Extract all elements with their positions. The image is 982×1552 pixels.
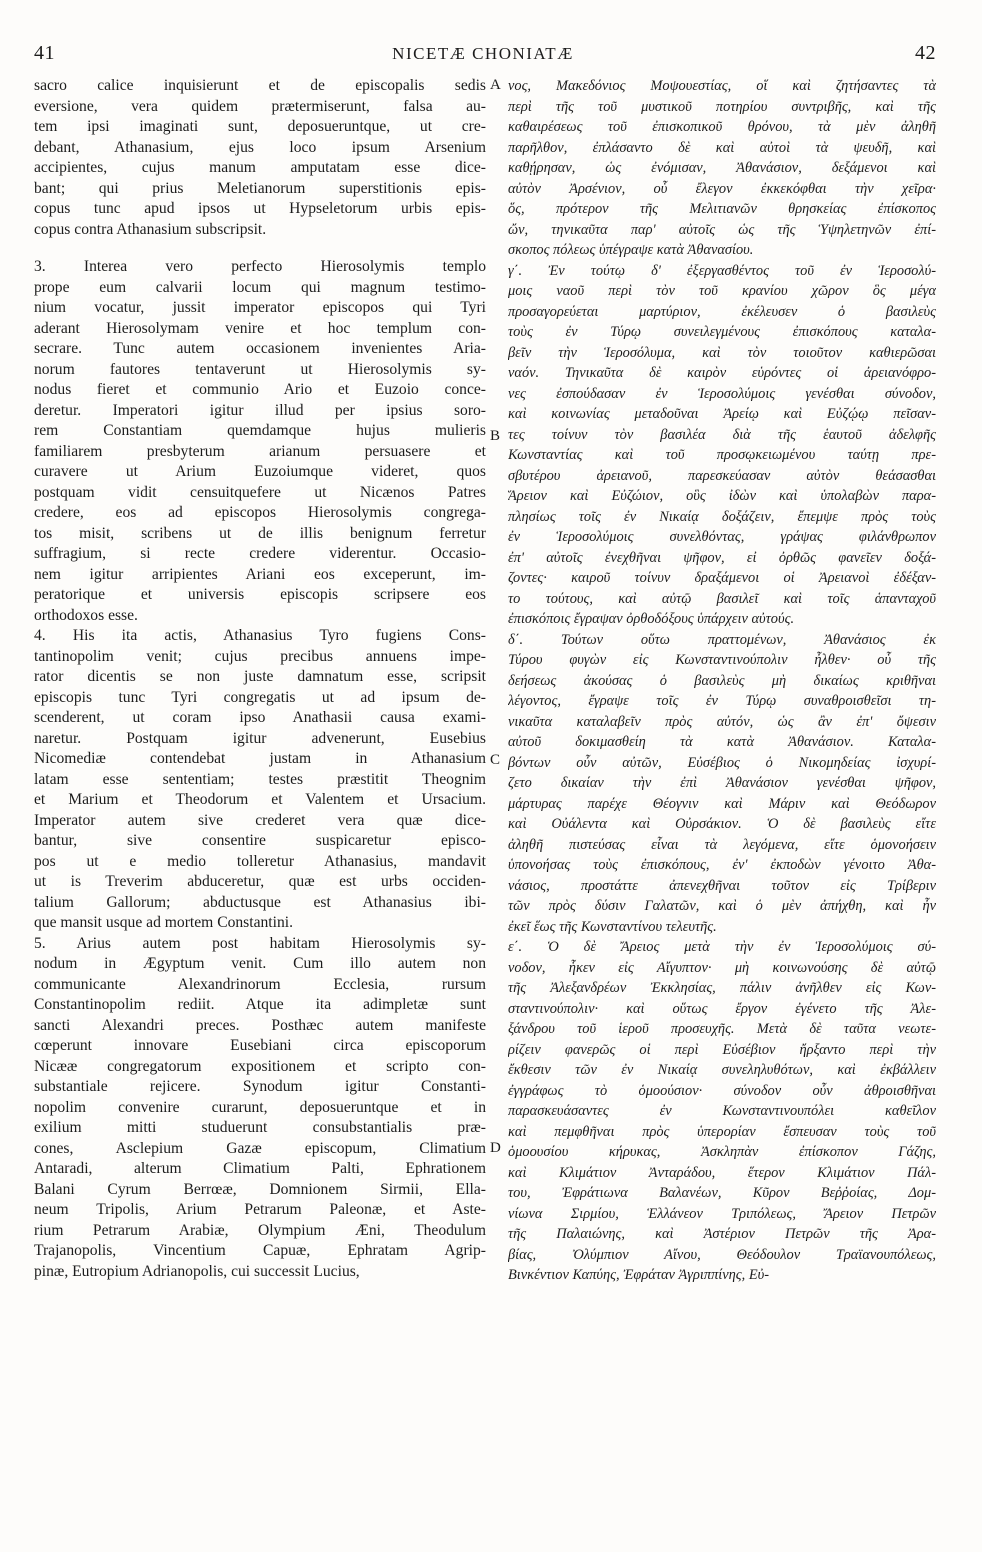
margin-letter-a: A (490, 77, 501, 93)
greek-text-line: του, Ἐφράτιωνα Βαλανέων, Κῦρον Βεῤῥοίας, Δομ- (508, 1185, 936, 1201)
greek-text-line: τοὺς ἐν Τύρῳ συνειλεγμένους ἐπισκόπους καταλα- (508, 324, 936, 340)
greek-text-line: ἐπισκόποις ἔγραψαν ὀρθοδόξους ὑπάρχειν αὐτούς. (508, 611, 795, 627)
greek-text-line: βίας, Ὀλύμπιον Αἴνου, Θεόδουλον Τραϊανουπόλεως, (508, 1246, 936, 1263)
latin-text-line: peratorique et universis episcopis scripsere eos (34, 586, 486, 603)
greek-column (508, 76, 936, 1286)
latin-text-line: rium Petrarum Arabiæ, Olympium Æni, Theodulum (34, 1221, 486, 1239)
latin-text-line: naretur. Postquam igitur advenerunt, Eusebius (34, 729, 486, 747)
greek-text-line: το τούτους, καὶ αὐτῷ βασιλεῖ καὶ τοῖς ἁπανταχοῦ (508, 590, 936, 607)
greek-text-line: σκοπος πόλεως ὑπέγραψε κατὰ Ἀθανασίου. (508, 242, 754, 258)
latin-text-line: curavere ut Arium Euzoiumque videret, quos (34, 463, 486, 480)
page-number-left: 41 (34, 42, 55, 64)
latin-text-line: Nicomediæ contendebat justam in Athanasium (34, 750, 486, 767)
latin-text-line: pos ut e medio tolleretur Athanasius, mandavit (34, 852, 486, 870)
latin-text-line: sancti Alexandri preces. Posthæc autem manifeste (34, 1016, 486, 1034)
greek-text-line: Τύρου φυγὼν εἰς Κωνσταντινούπολιν ἦλθεν· οὗ τῆς (508, 652, 936, 668)
greek-text-line: νίωνα Σιρμίου, Ἑλλάνεον Τριπόλεως, Ἄρειον Πετρῶν (508, 1205, 936, 1222)
latin-text-line: scenderent, ut coram ipso Anathasii causa exami- (34, 709, 486, 726)
greek-text-line: ἐκεῖ ἕως τῆς Κωνσταντίνου τελευτῆς. (508, 918, 717, 935)
latin-text-line: neum Tripolis, Arium Petrarum Paleonæ, et Aste- (34, 1201, 486, 1218)
latin-text-line: bant; qui prius Meletianorum superstitionis epis- (34, 179, 486, 197)
latin-text-line: substantiale rejicere. Synodum igitur Constanti- (34, 1078, 486, 1095)
latin-text-line: Nicææ congregatorum expositionem et scripto con- (34, 1057, 486, 1075)
greek-text-line: καὶ Κλιμάτιον Ἀνταράδου, ἕτερον Κλιμάτιον Πάλ- (508, 1164, 936, 1181)
latin-text-line: deretur. Imperatori igitur illud per ipsius soro- (34, 401, 486, 419)
greek-text-line: Ἄρειον καὶ Εὐζώιον, οὓς ἰδὼν καὶ ὑπολαβὼν παρα- (508, 488, 936, 504)
greek-text-line: βεῖν τὴν Ἱεροσόλυμα, καὶ τὸν τοιοῦτον καθιερῶσαι (508, 344, 936, 361)
greek-text-line: δεήσεως ἀκούσας ὁ βασιλεὺς μὴ δικαίως κριθῆναι (508, 672, 936, 689)
page-header (30, 42, 936, 70)
greek-text-line: προσαγορεύεται μαρτύριον, ἐκέλευσεν ὁ βασιλεὺς (508, 303, 936, 320)
latin-text-line: nodus fieret et communio Ario et Euzoio conce- (34, 381, 486, 398)
latin-text-line: cones, Asclepium Gazæ episcopum, Climatium (34, 1139, 486, 1157)
running-title: NICETÆ CHONIATÆ (392, 44, 574, 63)
greek-text-line: νος, Μακεδόνιος Μοψουεστίας, οἵ καὶ ζητήσαντες τὰ (508, 78, 936, 94)
latin-text-line: talium Gallorum; abductusque est Athanasius ibi- (34, 893, 486, 911)
latin-text-line: debant, Athanasium, ejus loco ipsum Arsenium (34, 138, 486, 156)
latin-text-line: credere, eos ad episcopos Hierosolymis congrega- (34, 504, 486, 521)
greek-text-line: σταντινούπολιν· καὶ οὕτως ἔργον ἐγένετο τῆς Ἀλε- (508, 1000, 936, 1017)
greek-text-line: ζετο δικαίαν τὴν ἐπὶ Ἀθανάσιον γενέσθαι ψῆφον, (508, 775, 936, 791)
greek-text-line: βόντων οὖν αὐτῶν, Εὐσέβιος ὁ Νικομηδείας ἰσχυρί- (508, 754, 936, 771)
greek-text-line: Βινκέντιον Καπύης, Ἐφράταν Ἀγριππίνης, Εὐ- (508, 1267, 770, 1283)
greek-text-line: νάσιος, προστάττε ἀπενεχθῆναι τοῦτον εἰς Τρίβεριν (508, 877, 936, 894)
greek-text-line: ἐν Ἱεροσολύμοις συνελθόντας, γράψας φιλάνθρωπον (508, 529, 936, 545)
greek-text-line: ἐγγράφως τὸ ὁμοούσιον· σύνοδον οὖν ἀθροισθῆναι (508, 1082, 936, 1099)
latin-text-line: nem igitur arripientes Ariani eos exceperunt, im- (34, 565, 486, 583)
greek-text-line: ξάνδρου τοῦ ἱεροῦ προσευχῆς. Μετὰ δὲ ταῦτα νεωτε- (508, 1021, 936, 1037)
greek-text-line: ὅς, πρότερον τῆς Μελιτιανῶν θρησκείας ἐπίσκοπος (508, 201, 936, 217)
latin-text-line: rator dicentis se non juste damnatum esse, scripsit (34, 668, 486, 685)
latin-text-line: latam esse sententiam; testes præstitit Theognim (34, 770, 486, 788)
greek-text-line: ὤν, τηνικαῦτα παρ' αὐτοῖς ὡς τῆς Ὑψηλετηνῶν ἐπί- (508, 221, 936, 238)
greek-text-line: παρασκευάσαντες ἐν Κωνσταντινουπόλει καθεῖλον (508, 1103, 936, 1119)
latin-text-line: eversione, vera quidem prætermiserunt, falsa au- (34, 97, 486, 115)
greek-text-line: ναόν. Τηνικαῦτα δὲ καιρὸν εὑρόντες οἱ ἀρειανόφρο- (508, 365, 936, 381)
greek-text-line: τες τοίνυν τὸν βασιλέα διὰ τῆς ἑαυτοῦ ἀδελφῆς (508, 426, 936, 443)
greek-text-line: ἔκθεσιν τῶν ἐν Νικαίᾳ συνεληλυθότων, καὶ ἐκβάλλειν (508, 1062, 936, 1078)
margin-letter-d: D (490, 1140, 501, 1156)
greek-text-line: ὁμοουσίου κήρυκας, Ἀσκληπὰν ἐπίσκοπον Γάζης, (508, 1144, 936, 1160)
latin-text-line: tos misit, scribens ut de illis benignum ferretur (34, 524, 486, 542)
latin-text-line: Imperator autem sive crederet vera quæ dice- (34, 811, 486, 829)
greek-text-line: ρίζειν φανερῶς οἱ περὶ Εὐσέβιον ἤρξαντο περὶ τὴν (508, 1041, 936, 1058)
latin-text-line: copus contra Athanasium subscripsit. (34, 220, 267, 238)
latin-text-line: 5. Arius autem post habitam Hierosolymis sy- (34, 934, 486, 952)
latin-text-line: que mansit usque ad mortem Constantini. (34, 914, 293, 931)
latin-text-line: Trajanopolis, Vincentium Capuæ, Ephratam Agrip- (34, 1242, 486, 1259)
greek-text-line: νικαῦτα καταλαβεῖν πρὸς αὐτόν, ὡς ἂν ἐπ' ὄψεσιν (508, 713, 936, 730)
latin-text-line: cœperunt innovare Eusebiani circa episcoporum (34, 1037, 486, 1054)
greek-text-line: γ΄. Ἐν τούτῳ δ' ἐξεργασθέντος τοῦ ἐν Ἱεροσολύ- (508, 262, 936, 279)
greek-text-line: καὶ Οὐάλεντα καὶ Οὐρσάκιον. Ὁ δὲ βασιλεὺς εἴτε (508, 816, 936, 832)
margin-letter-c: C (490, 752, 501, 768)
greek-text-line: σβυτέρου ἀρειανοῦ, παρεσκεύασαν αὐτὸν θεάσασθαι (508, 467, 936, 484)
latin-text-line: nium vocatur, jussit imperator episcopos qui Tyri (34, 299, 486, 316)
greek-text-line: καὶ πεμφθῆναι πρὸς ὑπερορίαν ἔσπευσαν τοὺς τοῦ (508, 1123, 936, 1140)
latin-text-line: et Marium et Theodorum et Valentem et Ursacium. (34, 791, 486, 808)
latin-text-line: prope eum calvarii locum qui magnum testimo- (34, 278, 486, 296)
latin-text-line: tem ipsi imaginati sunt, deposueruntque, ut cre- (34, 118, 486, 135)
latin-text-line: postquam vidit censuitquefere ut Nicænos Patres (34, 483, 486, 501)
greek-text-line: ἐπ' αὐτοῖς ἐνεχθῆναι ψῆφον, εἰ ὀρθῶς φανεῖεν δοξά- (508, 549, 936, 566)
margin-letter-b: B (490, 428, 501, 444)
page-number-right: 42 (915, 42, 936, 64)
greek-text-line: μάρτυρας παρέχε Θέογνιν καὶ Μάριν καὶ Θεόδωρον (508, 795, 936, 812)
greek-text-line: πλησίως τοῖς ἐν Νικαίᾳ δοξάζειν, ἔπεμψε πρὸς τοὺς (508, 508, 936, 525)
latin-text-line: familiarem presbyterum arianum persuasere et (34, 442, 486, 460)
latin-column (34, 76, 486, 1282)
latin-text-line: Constantinopolim rediit. Atque ita adimpletæ sunt (34, 996, 486, 1013)
latin-text-line: sacro calice inquisierunt et de episcopalis sedis (34, 77, 486, 94)
latin-text-line: copus tunc apud ipsos ut Hypseletorum urbis epis- (34, 200, 486, 217)
latin-text-line: nopolim convenire curarunt, deposueruntque et in (34, 1098, 486, 1116)
greek-text-line: τῆς Παλαιώνης, καὶ Ἀστέριον Πετρῶν τῆς Ἀρα- (508, 1226, 936, 1242)
latin-text-line: 4. His ita actis, Athanasius Tyro fugiens Cons- (34, 627, 486, 644)
greek-text-line: ε΄. Ὁ δὲ Ἄρειος μετὰ τὴν ἐν Ἱεροσολύμοις σύ- (508, 939, 936, 955)
latin-text-line: Antaradi, alterum Climatium Palti, Ephrationem (34, 1160, 486, 1177)
latin-text-line: communicante Alexandrinorum Ecclesia, rursum (34, 975, 486, 993)
greek-text-line: καὶ κοινωνίας μεταδοῦναι Ἀρείῳ καὶ Εὐζῴῳ πεῖσαν- (508, 406, 936, 422)
greek-text-line: αὐτοῦ δοκιμασθείη τὰ κατὰ Ἀθανάσιον. Καταλα- (508, 734, 936, 750)
greek-text-line: δ΄. Τούτων οὕτω πραττομένων, Ἀθανάσιος ἐκ (508, 631, 936, 648)
latin-text-line: pinæ, Eutropium Adrianopolis, cui successit Lucius, (34, 1262, 360, 1280)
latin-text-line: accipientes, cujus manum amputatam esse dice- (34, 159, 486, 176)
greek-text-line: μοις ναοῦ περὶ τὸν τοῦ κρανίου χῶρον ὃς μέγα (508, 283, 936, 299)
greek-text-line: αὐτὸν Ἀρσένιον, οὗ ἔλεγον ἐκκεκόφθαι τὴν χεῖρα· (508, 180, 936, 197)
greek-text-line: νοδον, ἧκεν εἰς Αἴγυπτον· μὴ κοινωνούσης δὲ αὐτῷ (508, 959, 936, 976)
latin-text-line: tantinopolim venit; cujus precibus annuens impe- (34, 647, 486, 665)
greek-text-line: παρῆλθον, ἐπλάσαντο δὲ καὶ αὐτοὶ τὰ ψευδῆ, καὶ (508, 139, 936, 156)
latin-text-line: nodum in Ægyptum venit. Cum illo autem non (34, 955, 486, 972)
greek-text-line: ὑπονοήσας τοὺς ἐπισκόπους, ἐν' ἐκποδὼν γένοιτο Ἀθα- (508, 857, 936, 873)
latin-text-line: norum fautores tentaverunt ut Hierosolymis sy- (34, 360, 486, 378)
latin-text-line: ut is Treverim abduceretur, quæ est urbs occiden- (34, 873, 486, 890)
latin-text-line: 3. Interea vero perfecto Hierosolymis templo (34, 258, 486, 275)
greek-text-line: περὶ τῆς τοῦ μυστικοῦ ποτηρίου συντριβῆς, καὶ τῆς (508, 98, 936, 115)
greek-text-line: καθαιρέσεως τοῦ ἐπισκοπικοῦ θρόνου, τὰ μὲν ἀληθῆ (508, 119, 936, 135)
latin-text-line: rem Constantiam quemdamque hujus mulieris (34, 422, 486, 439)
latin-text-line: Balani Cyrum Berrœæ, Domnionem Sirmii, Ella- (34, 1180, 486, 1198)
latin-text-line: exilium mitti studuerunt consubstantialis præ- (34, 1119, 486, 1136)
greek-text-line: καθῄρησαν, ὡς ἐνόμισαν, Ἀθανάσιον, δεξάμενοι καὶ (508, 160, 936, 176)
greek-text-line: λέγοντος, ἔγραψε τοῖς ἐν Τύρῳ συναθροισθεῖσι τη- (508, 693, 936, 709)
latin-text-line: suffragium, si recte credere viderentur. Occasio- (34, 545, 486, 562)
greek-text-line: Κωνσταντίας καὶ τοῦ προσῳκειωμένου ταύτῃ πρε- (508, 447, 936, 463)
paragraph-gap (34, 240, 486, 257)
latin-text-line: episcopis tunc Tyri congregatis ut ad ipsum de- (34, 688, 486, 706)
greek-text-line: τῆς Ἀλεξανδρέων Ἐκκλησίας, πάλιν ἀνῆλθεν εἰς Κων- (508, 980, 936, 996)
latin-text-line: secrare. Tunc autem occasionem invenientes Aria- (34, 340, 486, 357)
greek-text-line: ἀληθῆ πιστεύσας εἶναι τὰ λεγόμενα, εἴτε ὁμονοήσειν (508, 836, 936, 853)
latin-text-line: aderant Hierosolymam venire et hoc templum con- (34, 319, 486, 337)
latin-text-line: bantur, sive consentire suspicaretur episco- (34, 832, 486, 849)
greek-text-line: τῶν πρὸς δύσιν Γαλατῶν, καὶ ὁ μὲν ἀπήχθη, καὶ ἦν (508, 898, 936, 914)
latin-text-line: orthodoxos esse. (34, 606, 138, 624)
greek-text-line: νες ἐσπούδασαν ἐν Ἱεροσολύμοις γενέσθαι σύνοδον, (508, 385, 936, 402)
greek-text-line: ζοντες· καιροῦ τοίνυν δραξάμενοι οἱ Ἀρειανοὶ ἐδέξαν- (508, 570, 936, 586)
